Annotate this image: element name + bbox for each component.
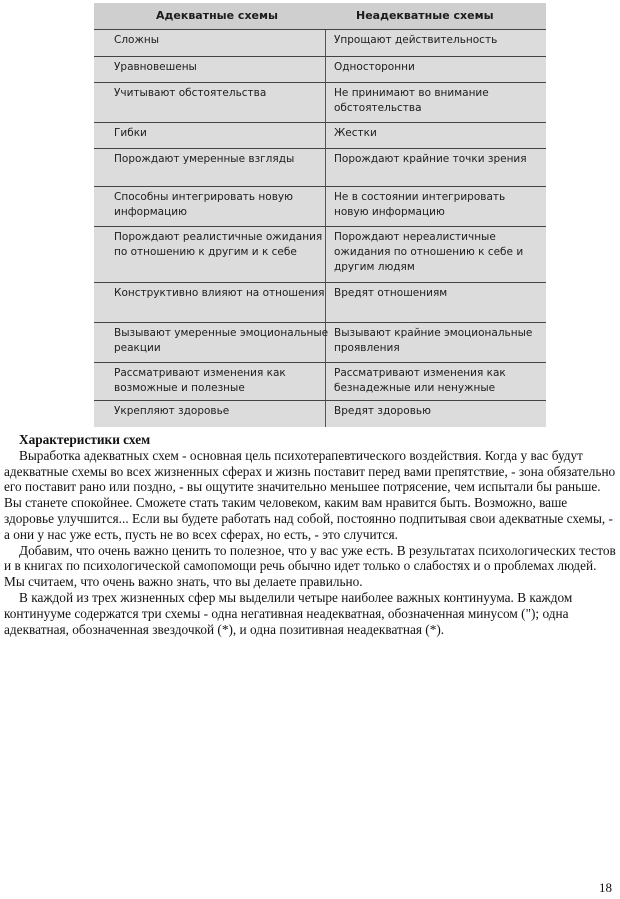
paragraph: В каждой из трех жизненных сфер мы выделили четыре наиболее важных континуума. В каждом континууме содержатся три схемы - одна негативная неадекватная, обозначенная минусом ("); одна адекватная, обозначенная звездочкой (*), и одна позитивная неадекватная (*). [4,589,573,637]
page-number: 18 [599,880,612,895]
header-inadequate: Неадекватные схемы [356,9,494,22]
table-row [94,122,546,148]
cell-inadequate: Жестки [334,127,377,139]
table-row [94,186,546,226]
cell-adequate: Сложны [114,34,160,46]
header-adequate: Адекватные схемы [156,9,278,22]
cell-inadequate: Порождают нереалистичные ожидания по отношению к себе и другим людям [334,231,524,273]
table-row [94,362,546,400]
paragraph: Выработка адекватных схем - основная цель психотерапевтического воздействия. Когда у вас будут адекватные схемы во всех жизненных сферах и жизнь поставит перед вами препятствие, - зона обязательно его поставит рано или поздно, - вы ощутите значительно меньшее потрясение, чем испытали бы раньше. Вы станете спокойнее. Сможете стать таким человеком, каким вам нравится быть. Возможно, ваше здоровье улучшится... Если вы будете работать над собой, постоянно подпитывая свои адекватные схемы, - а они у нас уже есть, пусть не во всех сферах, но есть, - это случится. [4,447,616,542]
cell-inadequate: Рассматривают изменения как безнадежные или ненужные [334,367,506,394]
section-title: Характеристики схем [19,432,151,447]
cell-inadequate: Порождают крайние точки зрения [334,153,527,165]
cell-adequate: Конструктивно влияют на отношения [114,287,325,299]
cell-adequate: Укрепляют здоровье [114,405,230,417]
table-row [94,400,546,427]
cell-inadequate: Упрощают действительность [334,34,498,46]
table-row [94,82,546,122]
cell-adequate: Порождают реалистичные ожидания по отношению к другим и к себе [114,231,323,258]
cell-adequate: Вызывают умеренные эмоциональные реакции [114,327,329,354]
cell-inadequate: Вредят отношениям [334,287,448,299]
table-row [94,322,546,362]
table-row [94,29,546,56]
cell-adequate: Рассматривают изменения как возможные и полезные [114,367,286,394]
cell-adequate: Учитывают обстоятельства [114,87,267,99]
cell-inadequate: Вызывают крайние эмоциональные проявления [334,327,533,354]
cell-adequate: Гибки [114,127,147,139]
cell-adequate: Способны интегрировать новую информацию [114,191,293,218]
cell-inadequate: Не в состоянии интегрировать новую информацию [334,191,506,218]
table-header [94,3,546,29]
paragraph: Добавим, что очень важно ценить то полезное, что у вас уже есть. В результатах психологических тестов и в книгах по психологической самопомощи речь обычно идет только о слабостях и о проблемах людей. Мы считаем, что очень важно знать, что вы делаете правильно. [4,542,616,590]
cell-inadequate: Не принимают во внимание обстоятельства [334,87,489,114]
body-text [4,432,616,637]
cell-adequate: Уравновешены [114,61,197,73]
cell-adequate: Порождают умеренные взгляды [114,153,295,165]
table-row [94,282,546,322]
schemes-table-image [94,3,546,427]
cell-inadequate: Односторонни [334,61,415,73]
table-row [94,148,546,186]
cell-inadequate: Вредят здоровью [334,405,431,417]
table-row [94,226,546,282]
table-row [94,56,546,82]
